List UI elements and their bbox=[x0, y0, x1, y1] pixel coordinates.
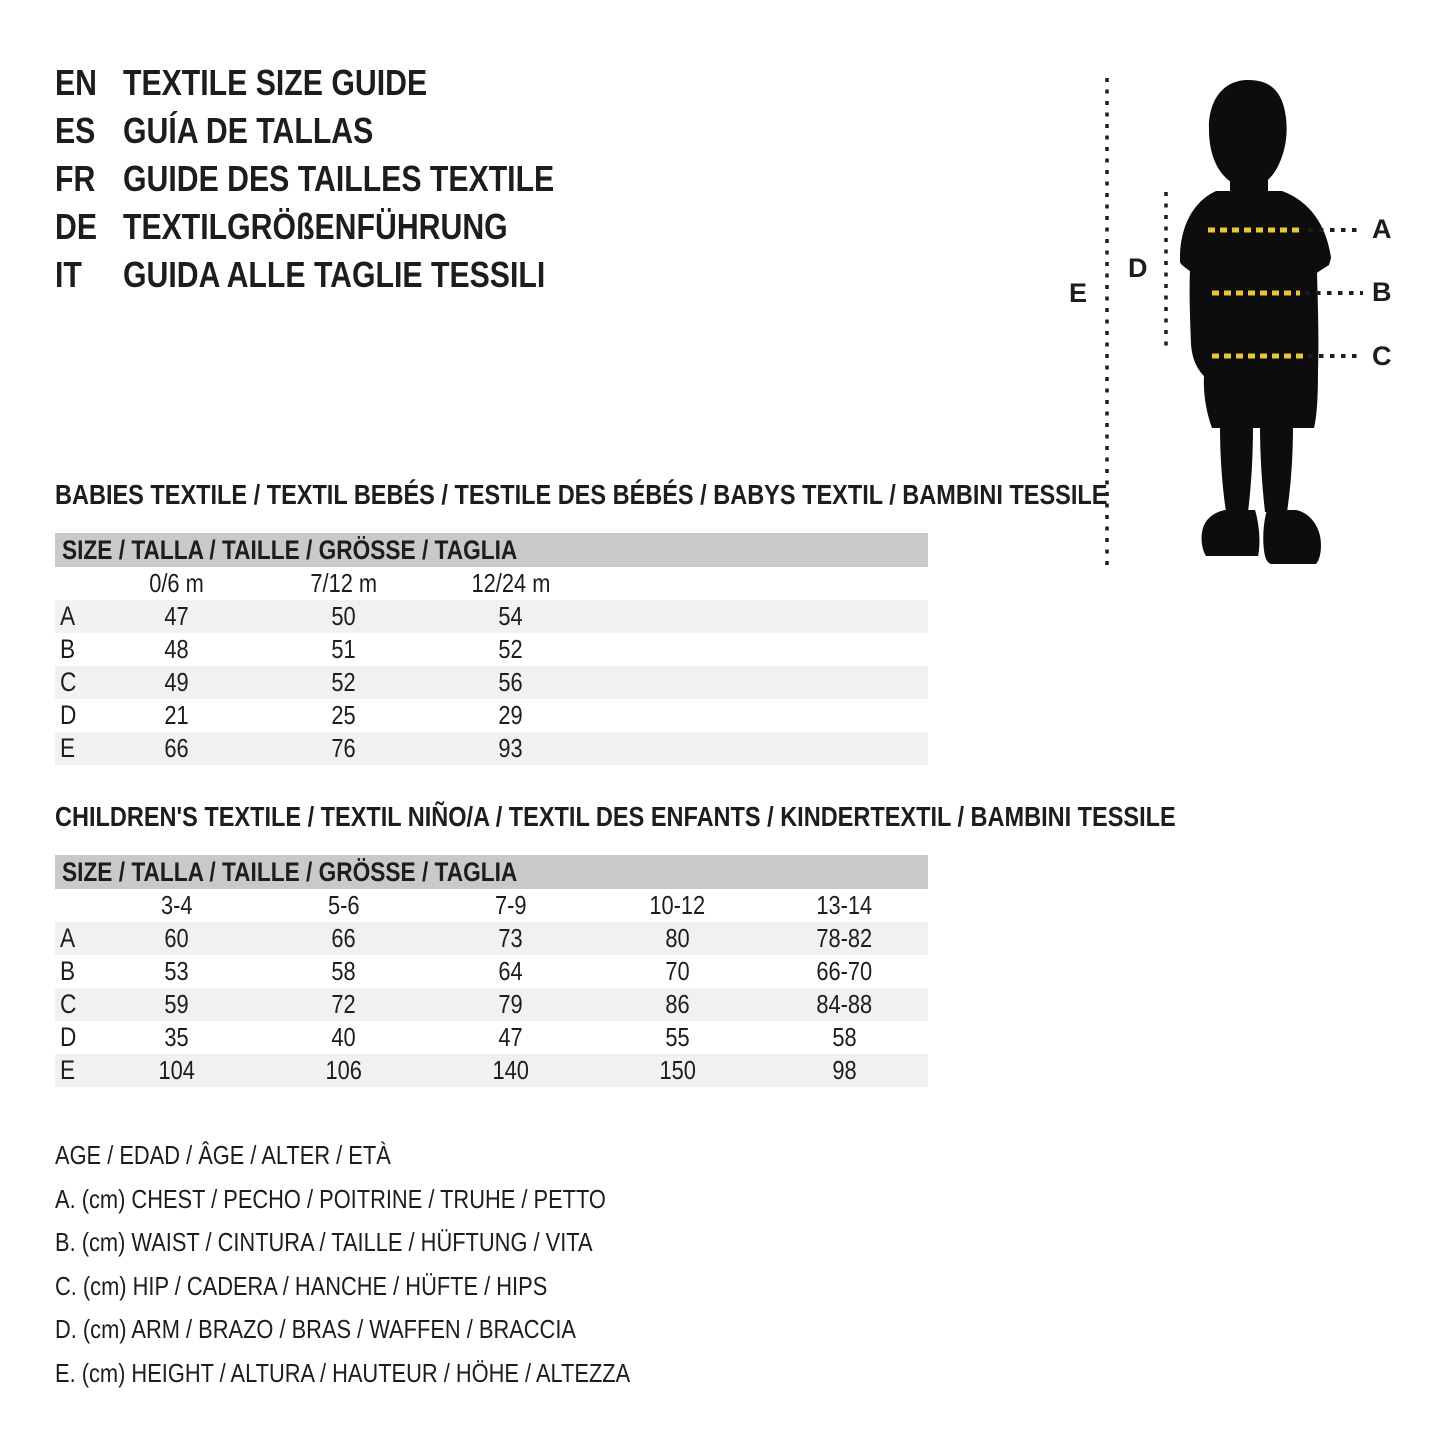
children-section-title bbox=[55, 800, 1389, 834]
language-row-en bbox=[55, 62, 636, 110]
column-header: 13-14 bbox=[816, 890, 873, 920]
table-cell: 70 bbox=[665, 956, 690, 986]
table-cell: 55 bbox=[665, 1022, 690, 1052]
table-row bbox=[55, 1054, 928, 1087]
column-header: 0/6 m bbox=[149, 568, 204, 598]
column-header: 10-12 bbox=[649, 890, 706, 920]
table-cell: 84-88 bbox=[816, 989, 873, 1019]
page-title-es: GUÍA DE TALLAS bbox=[123, 110, 374, 151]
table-cell: 66 bbox=[164, 733, 189, 763]
table-row bbox=[55, 633, 928, 666]
language-header bbox=[55, 62, 636, 302]
table-cell: 49 bbox=[164, 667, 189, 697]
children-section bbox=[55, 800, 1389, 1087]
table-cell: 66 bbox=[331, 923, 356, 953]
row-label: B bbox=[60, 634, 76, 664]
table-cell: 47 bbox=[498, 1022, 523, 1052]
legend-chest: A. (cm) CHEST / PECHO / POITRINE / TRUHE / PETTO bbox=[55, 1183, 606, 1214]
table-cell: 60 bbox=[164, 923, 189, 953]
children-size-header-bar bbox=[55, 855, 928, 889]
row-label: A bbox=[60, 923, 76, 953]
language-code: IT bbox=[55, 254, 82, 295]
row-label: B bbox=[60, 956, 76, 986]
table-row bbox=[55, 922, 928, 955]
table-cell: 51 bbox=[331, 634, 356, 664]
row-label: D bbox=[60, 700, 77, 730]
legend-height: E. (cm) HEIGHT / ALTURA / HAUTEUR / HÖHE / ALTEZZA bbox=[55, 1357, 631, 1388]
column-header: 7-9 bbox=[494, 890, 527, 920]
table-cell: 35 bbox=[164, 1022, 189, 1052]
legend-hip: C. (cm) HIP / CADERA / HANCHE / HÜFTE / HIPS bbox=[55, 1270, 548, 1301]
table-row bbox=[55, 955, 928, 988]
row-label: C bbox=[60, 667, 77, 697]
page-title-fr: GUIDE DES TAILLES TEXTILE bbox=[123, 158, 555, 199]
table-cell: 104 bbox=[158, 1055, 195, 1085]
language-row-it bbox=[55, 254, 636, 302]
babies-section bbox=[55, 478, 1308, 765]
size-header-text: SIZE / TALLA / TAILLE / GRÖSSE / TAGLIA bbox=[62, 857, 518, 887]
babies-section-title-text: BABIES TEXTILE / TEXTIL BEBÉS / TESTILE DES BÉBÉS / BABYS TEXTIL / BAMBINI TESSILE bbox=[55, 479, 1108, 510]
table-cell: 98 bbox=[832, 1055, 857, 1085]
children-column-header-row bbox=[55, 889, 928, 922]
language-code: DE bbox=[55, 206, 98, 247]
page-title: TEXTILE SIZE GUIDE bbox=[123, 62, 428, 103]
row-label: E bbox=[60, 1055, 76, 1085]
language-code: EN bbox=[55, 62, 98, 103]
row-label: C bbox=[60, 989, 77, 1019]
legend-age: AGE / EDAD / ÂGE / ALTER / ETÀ bbox=[55, 1140, 391, 1170]
row-label: D bbox=[60, 1022, 77, 1052]
table-cell: 140 bbox=[492, 1055, 529, 1085]
table-cell: 73 bbox=[498, 923, 523, 953]
size-header-text: SIZE / TALLA / TAILLE / GRÖSSE / TAGLIA bbox=[62, 535, 518, 565]
table-cell: 56 bbox=[498, 667, 523, 697]
table-cell: 53 bbox=[164, 956, 189, 986]
table-cell: 52 bbox=[498, 634, 523, 664]
table-cell: 80 bbox=[665, 923, 690, 953]
figure-label-d: D bbox=[1128, 253, 1148, 283]
table-cell: 86 bbox=[665, 989, 690, 1019]
table-cell: 58 bbox=[832, 1022, 857, 1052]
language-row-es bbox=[55, 110, 636, 158]
column-header: 3-4 bbox=[160, 890, 193, 920]
language-code: FR bbox=[55, 158, 96, 199]
figure-label-e: E bbox=[1069, 278, 1088, 308]
children-section-title-text: CHILDREN'S TEXTILE / TEXTIL NIÑO/A / TEXTIL DES ENFANTS / KINDERTEXTIL / BAMBINI TESSILE bbox=[55, 801, 1176, 832]
table-row bbox=[55, 699, 928, 732]
language-code: ES bbox=[55, 110, 96, 151]
table-row bbox=[55, 732, 928, 765]
table-cell: 40 bbox=[331, 1022, 356, 1052]
children-size-table bbox=[55, 855, 928, 1087]
table-cell: 64 bbox=[498, 956, 523, 986]
table-cell: 78-82 bbox=[816, 923, 873, 953]
babies-section-title bbox=[55, 478, 1308, 512]
table-cell: 79 bbox=[498, 989, 523, 1019]
column-header: 7/12 m bbox=[310, 568, 377, 598]
measurement-legend bbox=[55, 1134, 740, 1395]
table-cell: 25 bbox=[331, 700, 356, 730]
figure-label-c: C bbox=[1372, 341, 1392, 371]
column-header: 12/24 m bbox=[471, 568, 550, 598]
table-cell: 72 bbox=[331, 989, 356, 1019]
legend-waist: B. (cm) WAIST / CINTURA / TAILLE / HÜFTUNG / VITA bbox=[55, 1227, 593, 1257]
babies-size-header-bar bbox=[55, 533, 928, 567]
babies-size-table bbox=[55, 533, 928, 765]
table-cell: 59 bbox=[164, 989, 189, 1019]
table-cell: 93 bbox=[498, 733, 523, 763]
table-cell: 52 bbox=[331, 667, 356, 697]
babies-column-header-row bbox=[55, 567, 928, 600]
figure-label-b: B bbox=[1372, 277, 1392, 307]
table-cell: 106 bbox=[325, 1055, 362, 1085]
table-cell: 29 bbox=[498, 700, 523, 730]
table-row bbox=[55, 988, 928, 1021]
page-title-it: GUIDA ALLE TAGLIE TESSILI bbox=[123, 254, 546, 295]
table-row bbox=[55, 600, 928, 633]
table-cell: 54 bbox=[498, 601, 523, 631]
table-row bbox=[55, 1021, 928, 1054]
table-row bbox=[55, 666, 928, 699]
legend-arm: D. (cm) ARM / BRAZO / BRAS / WAFFEN / BRACCIA bbox=[55, 1314, 576, 1344]
page-title-de: TEXTILGRÖßENFÜHRUNG bbox=[123, 206, 508, 247]
table-cell: 47 bbox=[164, 601, 189, 631]
column-header: 5-6 bbox=[327, 890, 360, 920]
table-cell: 76 bbox=[331, 733, 356, 763]
table-cell: 66-70 bbox=[816, 956, 873, 986]
table-cell: 21 bbox=[164, 700, 189, 730]
language-row-fr bbox=[55, 158, 636, 206]
figure-label-a: A bbox=[1372, 214, 1392, 244]
table-cell: 150 bbox=[659, 1055, 696, 1085]
row-label: A bbox=[60, 601, 76, 631]
language-row-de bbox=[55, 206, 636, 254]
table-cell: 58 bbox=[331, 956, 356, 986]
table-cell: 48 bbox=[164, 634, 189, 664]
row-label: E bbox=[60, 733, 76, 763]
table-cell: 50 bbox=[331, 601, 356, 631]
